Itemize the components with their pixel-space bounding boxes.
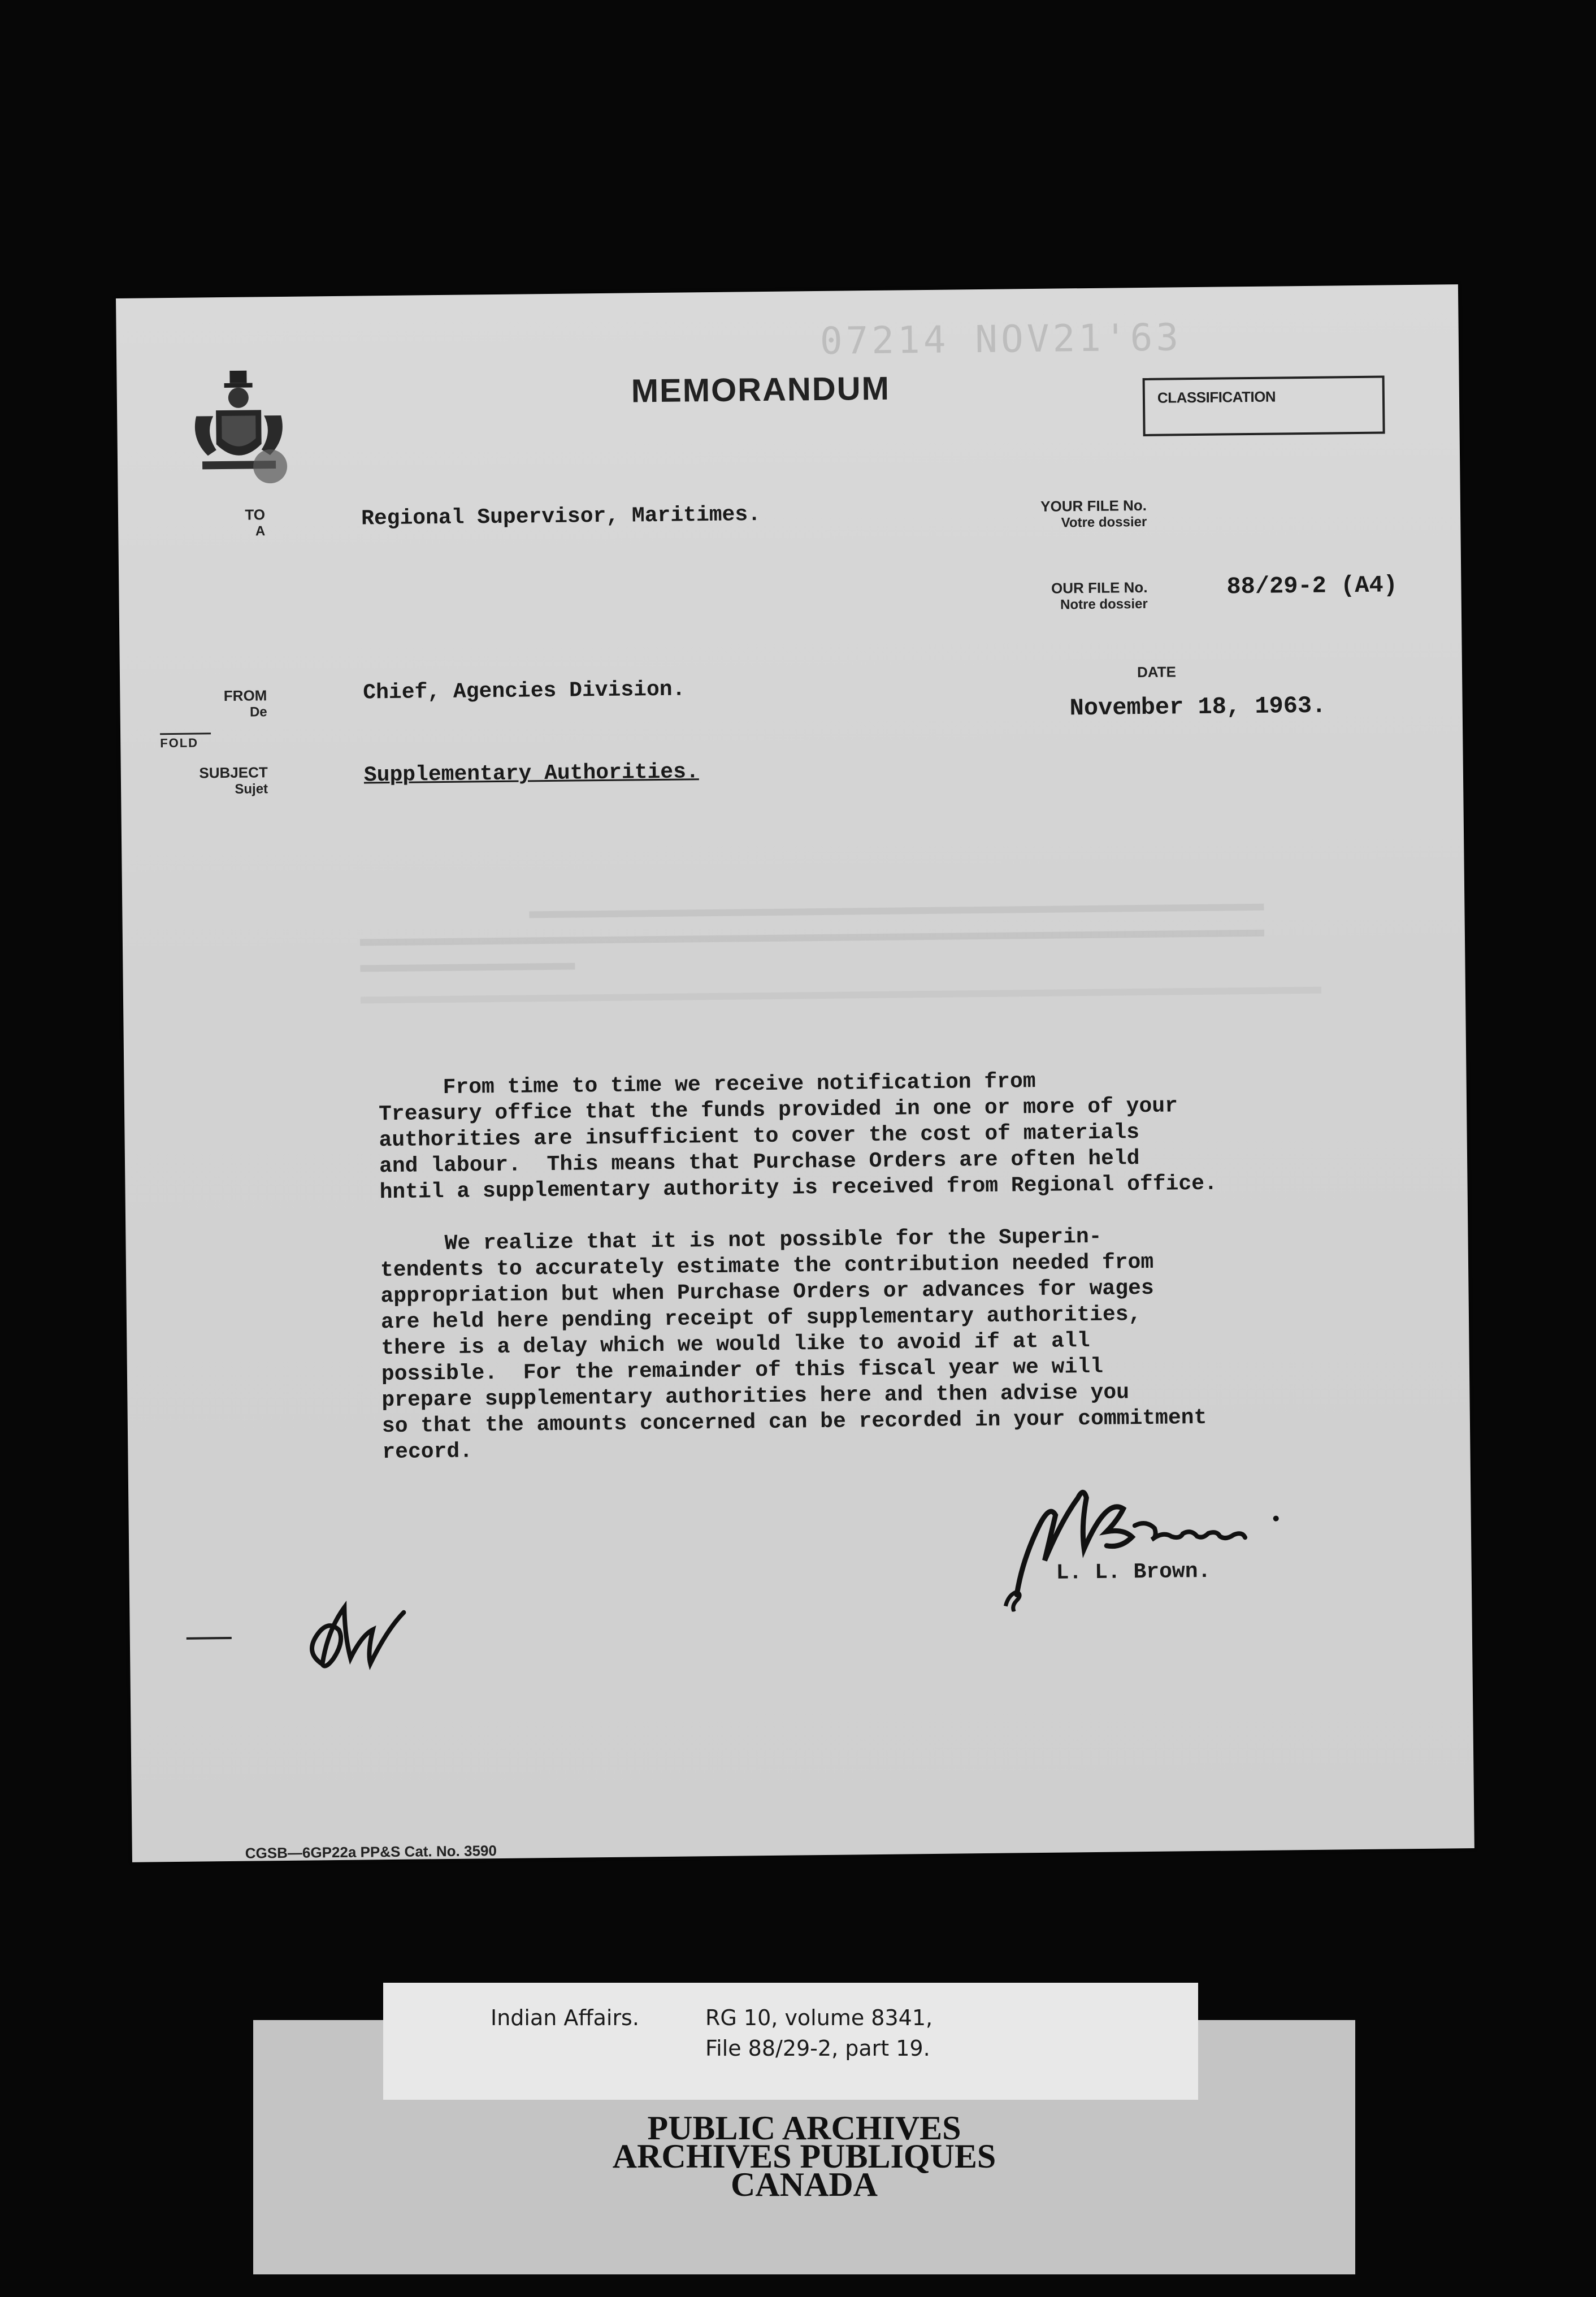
our-file-label-en: OUR FILE No.: [1051, 578, 1148, 597]
paragraph-1-line: From time to time we receive notification from: [378, 1069, 1036, 1101]
archive-ref-line-2: File 88/29-2, part 19.: [705, 2036, 930, 2061]
classification-box: [1143, 376, 1385, 436]
paragraph-2-line: We realize that it is not possible for the Superin-: [380, 1224, 1102, 1257]
from-value: Chief, Agencies Division.: [363, 677, 686, 705]
paragraph-1-line: and labour. This means that Purchase Orders are often held: [379, 1146, 1140, 1179]
fold-line: [160, 733, 211, 735]
paragraph-2-line: appropriation but when Purchase Orders or advances for wages: [380, 1276, 1154, 1309]
handwritten-signature: [993, 1462, 1311, 1612]
received-stamp: 07214 NOV21'63: [819, 315, 1182, 363]
bleed-through-ghost: [359, 896, 1321, 1020]
paragraph-2-line: so that the amounts concerned can be recorded in your commitment: [381, 1405, 1207, 1439]
paragraph-2-line: are held here pending receipt of supplementary authorities,: [380, 1302, 1142, 1335]
your-file-label: [1000, 497, 1147, 532]
from-label-en: FROM: [223, 687, 267, 705]
signature-typed-name: L. L. Brown.: [1056, 1559, 1211, 1585]
paragraph-1-line: hntil a supplementary authority is received from Regional office.: [379, 1171, 1217, 1205]
to-label-en: TO: [245, 506, 266, 523]
margin-dash: [187, 1637, 232, 1640]
our-file-label-fr: Notre dossier: [1060, 596, 1148, 613]
archive-dept: Indian Affairs.: [491, 2005, 639, 2030]
coat-of-arms-icon: [184, 370, 293, 490]
archive-reference-label: [383, 1983, 1198, 2100]
paragraph-1: [378, 1066, 1283, 1206]
date-label: DATE: [1137, 663, 1177, 681]
paragraph-2-line: prepare supplementary authorities here and then advise you: [381, 1380, 1130, 1413]
paragraph-1-line: Treasury office that the funds provided in one or more of your: [378, 1094, 1178, 1127]
handwritten-initials: [299, 1589, 436, 1681]
to-label-fr: A: [255, 523, 266, 539]
date-value: November 18, 1963.: [1069, 692, 1326, 722]
archive-stamp-line-3: CANADA: [731, 2166, 878, 2203]
memo-title: MEMORANDUM: [631, 370, 891, 410]
memo-sheet: [116, 284, 1474, 1862]
subject-label-en: SUBJECT: [199, 764, 268, 782]
subject-label-fr: Sujet: [235, 781, 268, 797]
classification-label: CLASSIFICATION: [1157, 388, 1276, 406]
subject-label: [189, 764, 268, 798]
archive-stamp-line-1: PUBLIC ARCHIVES: [647, 2109, 961, 2147]
fold-label: FOLD: [160, 735, 199, 751]
archive-ref-line-1: RG 10, volume 8341,: [705, 2005, 933, 2030]
from-label-fr: De: [249, 704, 267, 720]
to-label: [197, 506, 266, 540]
memo-body: [378, 1066, 1287, 1492]
form-code: CGSB—6GP22a PP&S Cat. No. 3590: [245, 1842, 497, 1862]
subject-value: Supplementary Authorities.: [363, 760, 699, 788]
archive-stamp-line-2: ARCHIVES PUBLIQUES: [612, 2138, 996, 2175]
from-label: [199, 687, 267, 721]
your-file-label-en: YOUR FILE No.: [1040, 496, 1147, 515]
paragraph-1-line: authorities are insufficient to cover the cost of materials: [379, 1120, 1140, 1153]
paragraph-2: [380, 1222, 1286, 1466]
our-file-label: [1000, 579, 1148, 614]
paragraph-2-line: record.: [382, 1439, 473, 1465]
your-file-label-fr: Votre dossier: [1061, 514, 1147, 531]
paragraph-2-line: there is a delay which we would like to avoid if at all: [381, 1329, 1090, 1361]
our-file-value: 88/29-2 (A4): [1226, 571, 1398, 601]
to-value: Regional Supervisor, Maritimes.: [361, 502, 761, 531]
paragraph-2-line: tendents to accurately estimate the contribution needed from: [380, 1250, 1154, 1283]
paragraph-2-line: possible. For the remainder of this fiscal year we will: [381, 1354, 1104, 1387]
